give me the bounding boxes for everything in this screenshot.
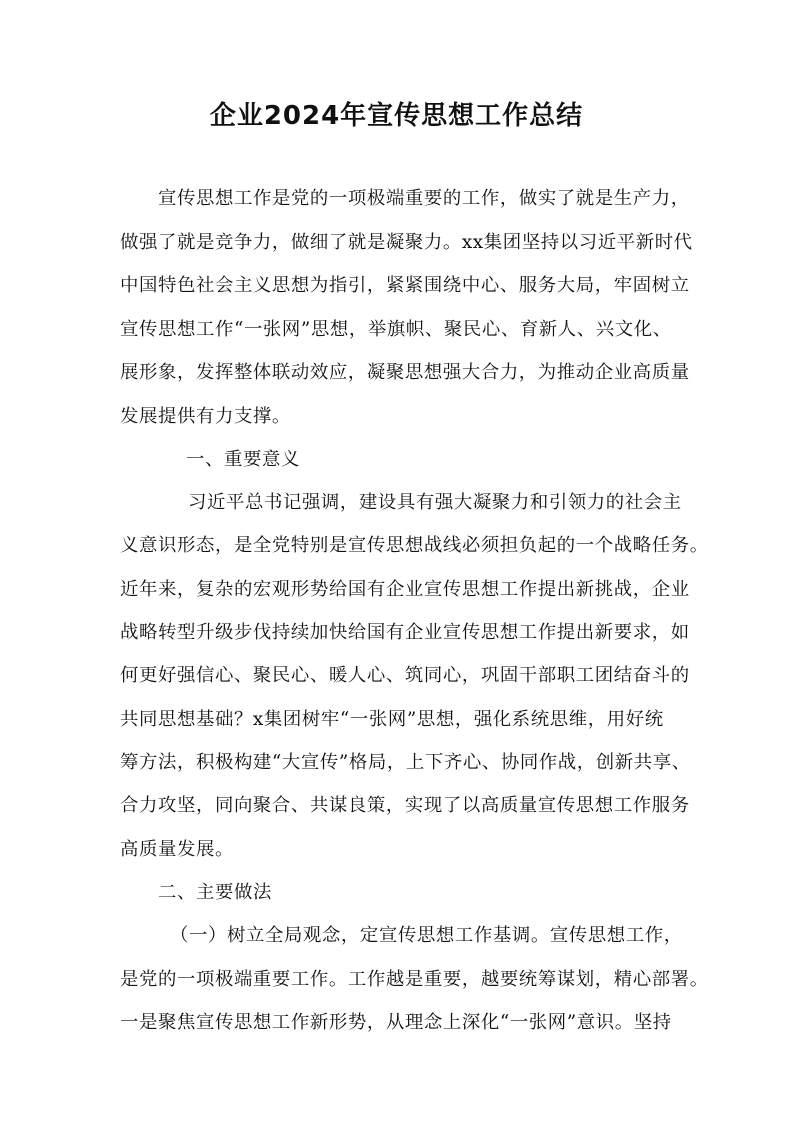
paragraph-line: 宣传思想工作是党的一项极端重要的工作，做实了就是生产力， <box>158 188 690 209</box>
document-title: 企业2024年宣传思想工作总结 <box>209 101 584 131</box>
paragraph-line: 习近平总书记强调，建设具有强大凝聚力和引领力的社会主 <box>188 492 682 513</box>
paragraph-line: 合力攻坚，同向聚合、共谋良策，实现了以高质量宣传思想工作服务 <box>120 795 690 816</box>
paragraph-line: 做强了就是竞争力，做细了就是凝聚力。xx集团坚持以习近平新时代 <box>120 232 693 253</box>
paragraph-line: 展形象，发挥整体联动效应，凝聚思想强大合力，为推动企业高质量 <box>120 362 690 383</box>
paragraph-line: 共同思想基础？x集团树牢“一张网”思想，强化系统思维，用好统 <box>120 709 664 730</box>
paragraph-line: 是党的一项极端重要工作。工作越是重要，越要统筹谋划，精心部署。 <box>120 969 709 990</box>
paragraph-line: 宣传思想工作“一张网”思想，举旗帜、聚民心、育新人、兴文化、 <box>120 319 672 340</box>
paragraph-line: 何更好强信心、聚民心、暖人心、筑同心，巩固干部职工团结奋斗的 <box>120 665 690 686</box>
paragraph-line: 筹方法，积极构建“大宣传”格局，上下齐心、协同作战，创新共享、 <box>120 752 691 773</box>
section-heading: 一、重要意义 <box>186 449 300 470</box>
paragraph-line: 中国特色社会主义思想为指引，紧紧围绕中心、服务大局，牢固树立 <box>120 275 690 296</box>
paragraph-line: 一是聚焦宣传思想工作新形势，从理念上深化“一张网”意识。坚持 <box>120 1012 672 1033</box>
paragraph-line: 近年来，复杂的宏观形势给国有企业宣传思想工作提出新挑战，企业 <box>120 579 690 600</box>
paragraph-line: 发展提供有力支撑。 <box>120 406 291 427</box>
paragraph-line: （一）树立全局观念，定宣传思想工作基调。宣传思想工作， <box>170 925 683 946</box>
section-heading: 二、主要做法 <box>158 882 272 903</box>
paragraph-line: 高质量发展。 <box>120 839 234 860</box>
paragraph-line: 义意识形态，是全党特别是宣传思想战线必须担负起的一个战略任务。 <box>120 535 709 556</box>
paragraph-line: 战略转型升级步伐持续加快给国有企业宣传思想工作提出新要求，如 <box>120 622 690 643</box>
